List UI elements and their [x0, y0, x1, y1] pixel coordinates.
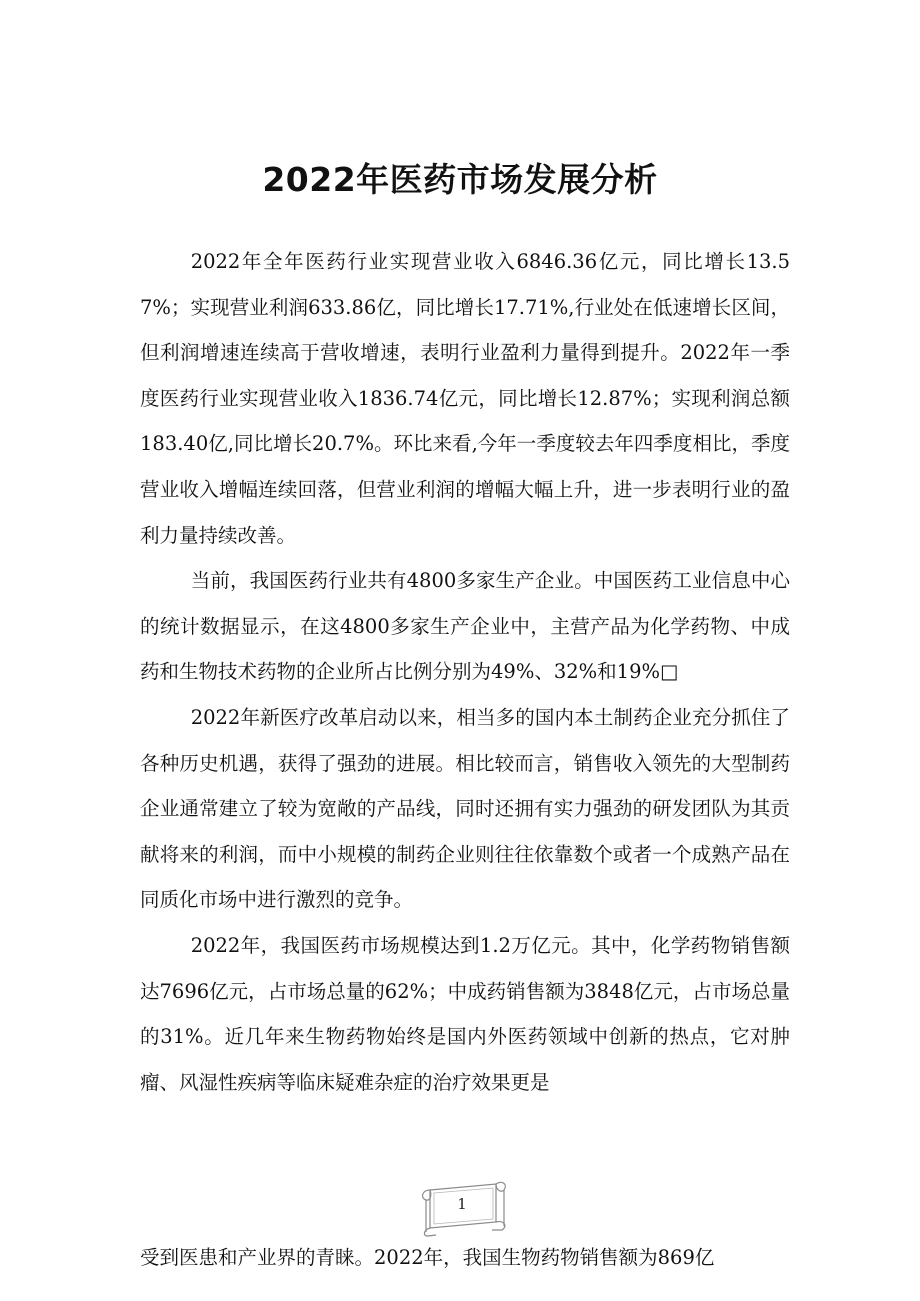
- paragraph-4: 2022年，我国医药市场规模达到1.2万亿元。其中，化学药物销售额达7696亿元，占市场总量的62%；中成药销售额为3848亿元，占市场总量的31%。近几年来生物药物始终是国内外医药领域中创新的热点，它对肿瘤、风湿性疾病等临床疑难杂症的治疗效果更是: [140, 933, 790, 1094]
- page-title: 2022年医药市场发展分析: [262, 160, 658, 199]
- paragraph-3: 2022年新医疗改革启动以来，相当多的国内本土制药企业充分抓住了各种历史机遇，获得了强劲的进展。相比较而言，销售收入领先的大型制药企业通常建立了较为宽敞的产品线，同时还拥有实力强劲的研发团队为其贡献将来的利润，而中小规模的制药企业则往往依靠数个或者一个成熟产品在同质化市场中进行激烈的竞争。: [140, 705, 790, 912]
- paragraph-2: 当前，我国医药行业共有4800多家生产企业。中国医药工业信息中心的统计数据显示，在这4800多家生产企业中，主营产品为化学药物、中成药和生物技术药物的企业所占比例分别为49%、32%和19%□: [140, 569, 790, 684]
- page-number: 1: [457, 1195, 467, 1213]
- next-page-first-line: 受到医患和产业界的青睐。2022年，我国生物药物销售额为869亿: [140, 1246, 715, 1269]
- page-number-badge: [416, 1178, 504, 1234]
- paragraph-1: 2022年全年医药行业实现营业收入6846.36亿元，同比增长13.57%；实现营业利润633.86亿，同比增长17.71%,行业处在低速增长区间，但利润增速连续高于营收增速，表明行业盈利力量得到提升。2022年一季度医药行业实现营业收入1836.74亿元，同比增长12.87%；实现利润总额183.40亿,同比增长20.7%。环比来看,今年一季度较去年四季度相比，季度营业收入增幅连续回落，但营业利润的增幅大幅上升，进一步表明行业的盈利力量持续改善。: [140, 250, 790, 547]
- body-text: [140, 239, 790, 1105]
